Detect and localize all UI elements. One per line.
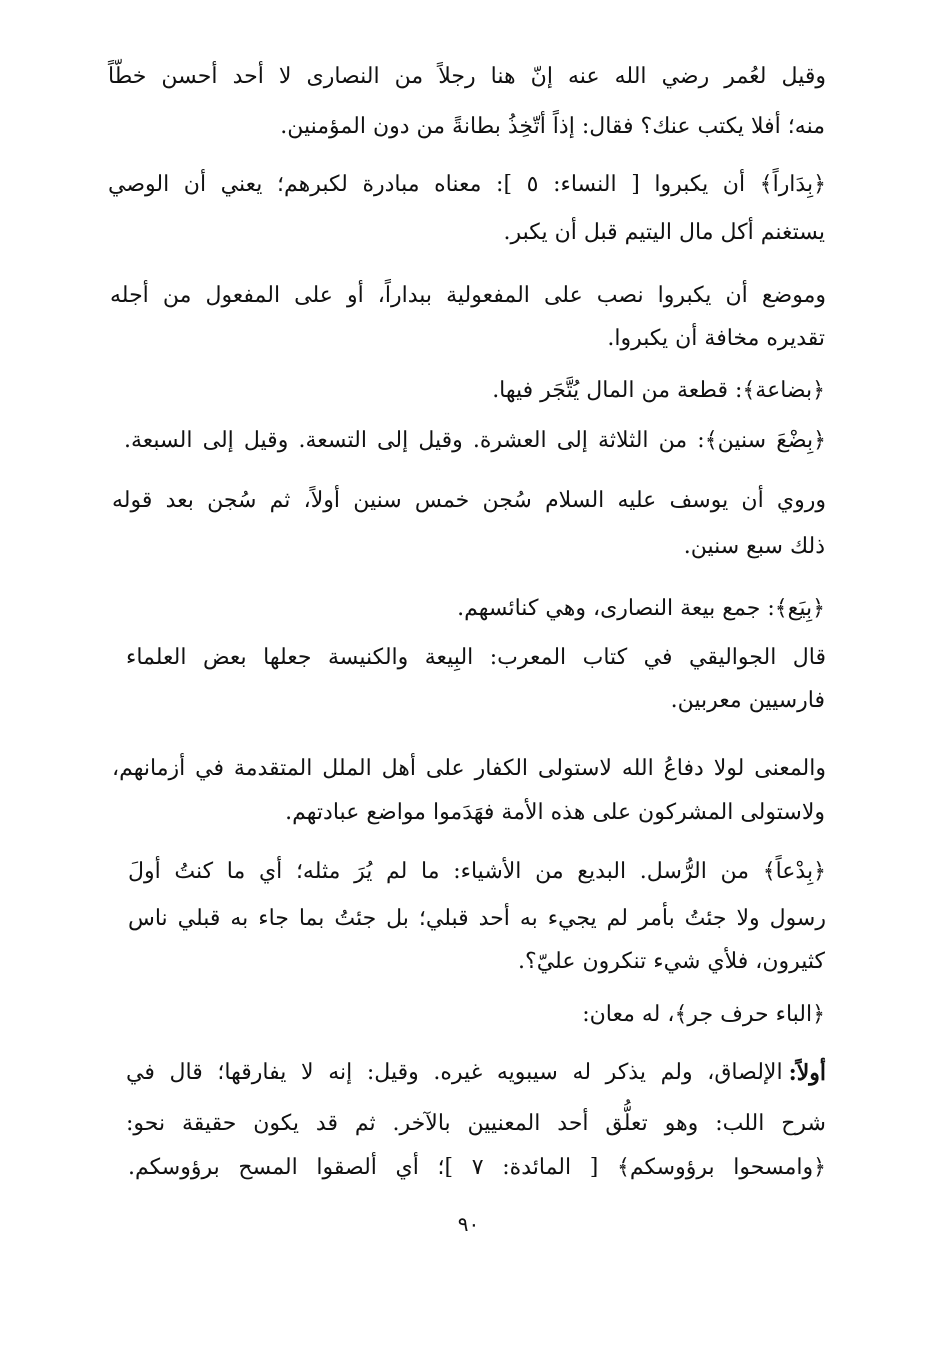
text-line: ذلك سبع سنين. [683, 534, 825, 559]
text-line: والمعنى لولا دفاعُ الله لاستولى الكفار على أهل الملل المتقدمة في أزمانهم، [112, 756, 826, 781]
text-line: كثيرون، فلأي شيء تنكرون عليّ؟. [518, 949, 825, 974]
text-line: وروي أن يوسف عليه السلام سُجن خمس سنين أولاً، ثم سُجن بعد قوله [112, 488, 826, 513]
text-line: قال الجواليقي في كتاب المعرب: البِيعة والكنيسة جعلها بعض العلماء [126, 645, 826, 670]
text-line: ﴿الباء حرف جر﴾، له معان: [582, 1002, 825, 1027]
text-line: ﴿بضاعة﴾: قطعة من المال يُتَّجَر فيها. [492, 378, 825, 403]
text-line: ﴿وامسحوا برؤوسكم﴾ [ المائدة: ٧ ]؛ أي ألصقوا المسح برؤوسكم. [128, 1155, 826, 1180]
page-number: ٩٠ [457, 1212, 480, 1236]
text-line [126, 1058, 826, 1088]
lead-word: أولاً: [788, 1060, 826, 1086]
lead-text: الإلصاق، ولم يذكر له سيبويه غيره. وقيل: إنه لا يفارقها؛ قال في [126, 1060, 783, 1085]
text-line: ﴿بِدْعاً﴾ من الرُّسل. البديع من الأشياء: ما لم يُرَ مثله؛ أي ما كنتُ أولَ [128, 859, 826, 884]
text-line: ﴿بِيَع﴾: جمع بيعة النصارى، وهي كنائسهم. [457, 596, 825, 621]
text-line: يستغنم أكل مال اليتيم قبل أن يكبر. [503, 220, 825, 245]
text-line: منه؛ أفلا يكتب عنك؟ فقال: إذاً أتّخِذُ بطانةً من دون المؤمنين. [280, 114, 825, 139]
text-line: ﴿بِدَاراً﴾ أن يكبروا [ النساء: ٥ ]: معناه مبادرة لكبرهم؛ يعني أن الوصي [108, 172, 826, 197]
text-line: وموضع أن يكبروا نصب على المفعولية ببداراً، أو على المفعول من أجله [110, 283, 826, 308]
text-line: شرح اللب: وهو تعلُّق أحد المعنيين بالآخر. ثم قد يكون حقيقة نحو: [126, 1111, 826, 1136]
text-line: ولاستولى المشركون على هذه الأمة فهَدَموا مواضع عبادتهم. [285, 800, 825, 825]
text-line: فارسيين معربين. [670, 688, 825, 713]
text-line: ﴿بِضْعَ سنين﴾: من الثلاثة إلى العشرة. وقيل إلى التسعة. وقيل إلى السبعة. [124, 428, 826, 453]
text-line: تقديره مخافة أن يكبروا. [607, 326, 825, 351]
text-line: وقيل لعُمر رضي الله عنه إنّ هنا رجلاً من النصارى لا أحد أحسن خطّاً [108, 64, 826, 89]
text-line: رسول ولا جئتُ بأمر لم يجيء به أحد قبلي؛ بل جئتُ بما جاء به قبلي ناس [128, 906, 826, 931]
